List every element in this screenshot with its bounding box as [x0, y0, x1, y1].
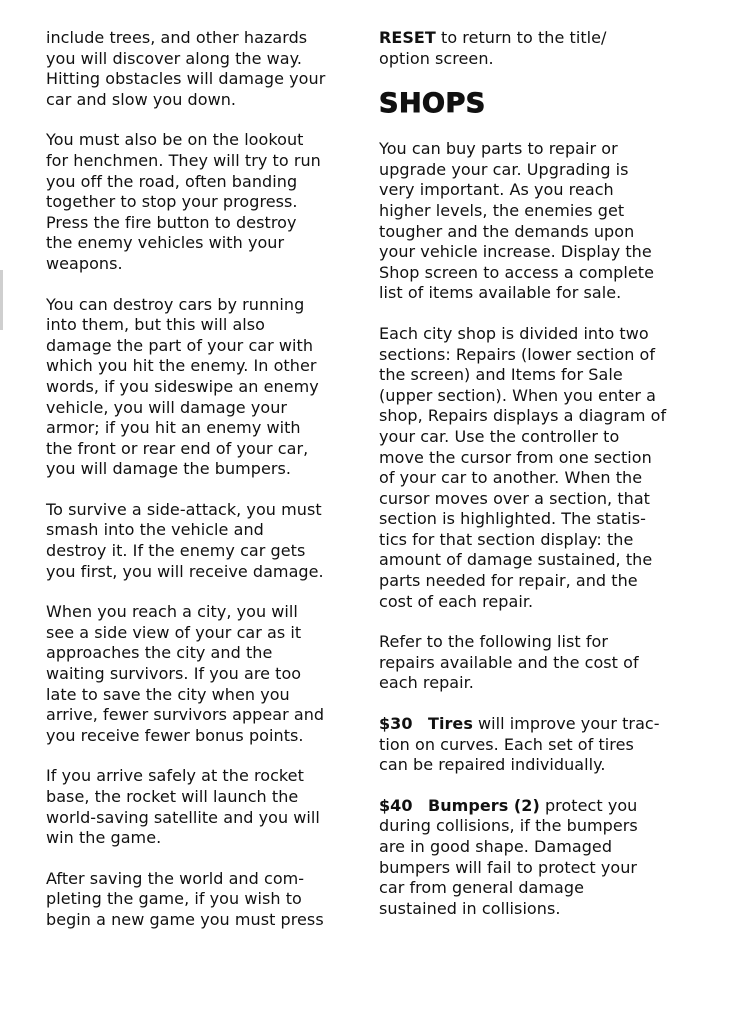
repair-item-description: protect you during collisions, if the bumpers are in good shape. Damaged bumpers will fail to protect your car from general damage sustained in collisions. — [379, 795, 638, 918]
paragraph-shop-sections: Each city shop is divided into two sections: Repairs (lower section of the screen) and Items for Sale (upper section). When you enter a shop, Repairs displays a diagram of your car. Use the controller to move the cursor from one section of your car to another. When the cursor moves over a section, that section is highlighted. The statis- tics for that section display: the amount of damage sustained, the parts needed for repair, and the cost of each repair. — [379, 323, 667, 611]
paragraph-side-attack: To survive a side-attack, you must smash into the vehicle and destroy it. If the enemy car gets you first, you will receive damage. — [46, 499, 324, 581]
repair-item-name: Bumpers (2) — [427, 795, 540, 815]
paragraph-henchmen: You must also be on the lookout for henchmen. They will try to run you off the road, often banding together to stop your progress. Press the fire button to destroy the enemy vehicles with your weapons. — [46, 130, 321, 273]
repair-item-tires — [379, 714, 689, 776]
repair-item-bumpers — [379, 796, 689, 920]
reset-keyword: RESET — [379, 28, 436, 47]
paragraph-reset — [379, 28, 689, 69]
paragraph-shop-intro: You can buy parts to repair or upgrade your car. Upgrading is very important. As you reach higher levels, the enemies get tougher and the demands upon your vehicle increase. Display the Shop screen to access a complete list of items available for sale. — [379, 139, 654, 303]
left-column — [46, 28, 364, 951]
repair-item-description: will improve your trac- tion on curves. Each set of tires can be repaired individually. — [379, 714, 660, 775]
paragraph-repair-list-intro: Refer to the following list for repairs available and the cost of each repair. — [379, 632, 639, 693]
repair-item-price: $40 — [379, 795, 413, 815]
section-heading-shops: SHOPS — [379, 88, 486, 120]
paragraph-new-game: After saving the world and com- pleting the game, if you wish to begin a new game you must press — [46, 868, 324, 929]
reset-text: to return to the title/ option screen. — [379, 28, 607, 68]
paragraph-destroy-cars: You can destroy cars by running into them, but this will also damage the part of your car with which you hit the enemy. In other words, if you sideswipe an enemy vehicle, you will damage your armor; if you hit an enemy with the front or rear end of your car, you will damage the bumpers. — [46, 294, 319, 479]
paragraph-city: When you reach a city, you will see a side view of your car as it approaches the city and the waiting survivors. If you are too late to save the city when you arrive, fewer survivors appear and you receive fewer bonus points. — [46, 602, 325, 745]
page-edge-mark — [0, 270, 3, 330]
repair-item-price: $30 — [379, 714, 413, 734]
paragraph-hazards: include trees, and other hazards you will discover along the way. Hitting obstacles will damage your car and slow you down. — [46, 28, 326, 109]
repair-item-name: Tires — [427, 714, 473, 734]
paragraph-rocket-base: If you arrive safely at the rocket base, the rocket will launch the world-saving satellite and you will win the game. — [46, 766, 320, 848]
right-column — [379, 28, 689, 939]
